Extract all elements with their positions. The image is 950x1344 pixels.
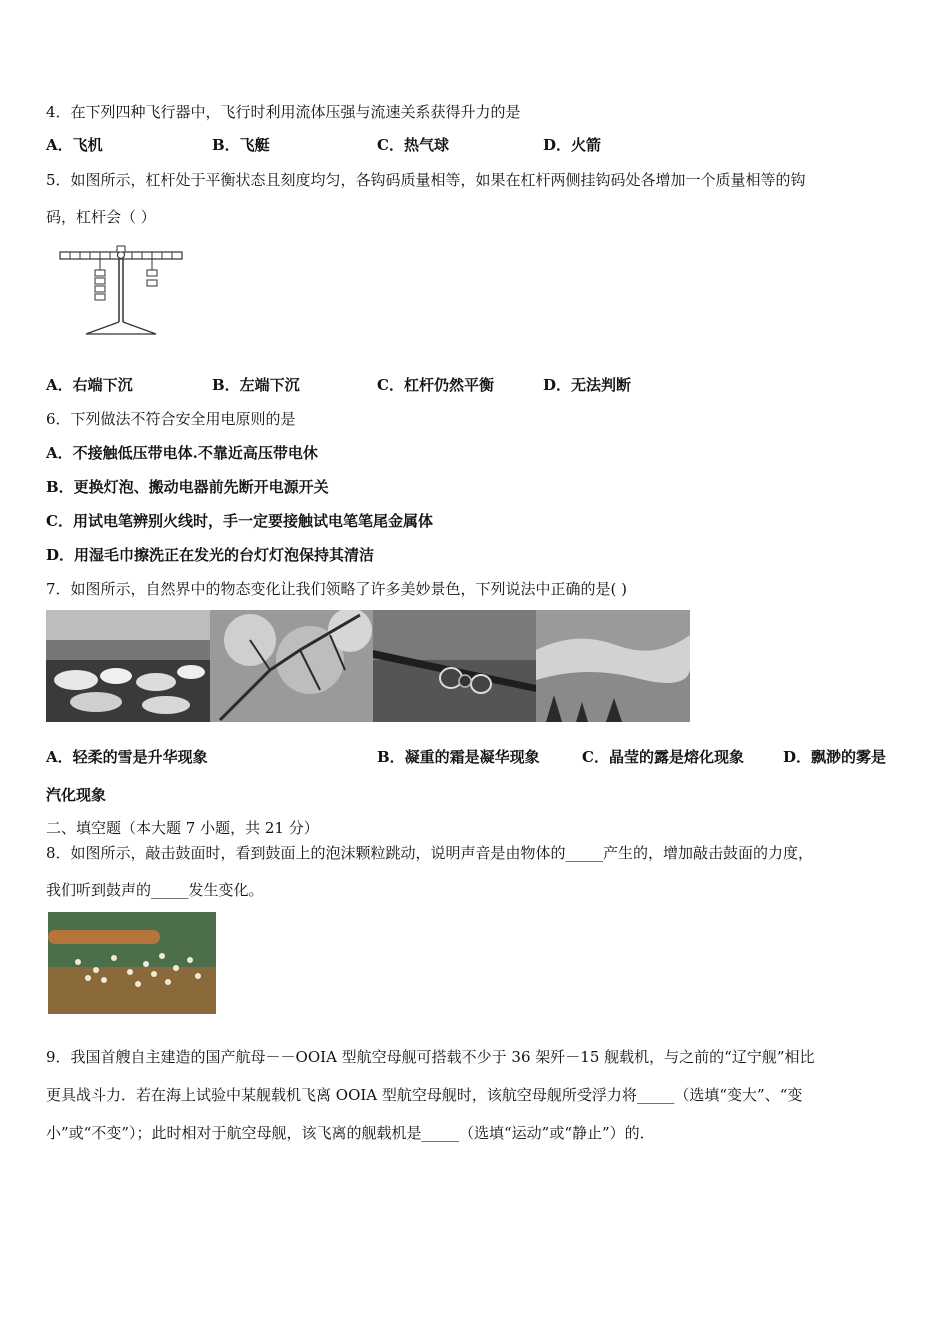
q5-option-c: C．杠杆仍然平衡 <box>377 376 494 394</box>
fog-photo <box>536 610 690 722</box>
q6-option-a: A．不接触低压带电体.不靠近高压带电休 <box>46 444 318 462</box>
dew-photo <box>373 610 536 722</box>
q6-stem: 6．下列做法不符合安全用电原则的是 <box>46 410 296 428</box>
q7-option-c: C．晶莹的露是熔化现象 <box>582 748 744 766</box>
q6-option-c: C．用试电笔辨别火线时，手一定要接触试电笔笔尾金属体 <box>46 512 433 530</box>
q5-stem-line2: 码，杠杆会（ ） <box>46 208 156 226</box>
q9-line3: 小”或“不变”）；此时相对于航空母舰，该飞离的舰载机是_____（选填“运动”或“静止”）的． <box>46 1124 655 1142</box>
q5-option-b: B．左端下沉 <box>212 376 300 394</box>
q6-option-b: B．更换灯泡、搬动电器前先断开电源开关 <box>46 478 329 496</box>
q6-option-d: D．用湿毛巾擦洗正在发光的台灯灯泡保持其清洁 <box>46 546 375 564</box>
q5-option-d: D．无法判断 <box>543 376 632 394</box>
q4-stem: 4．在下列四种飞行器中，飞行时利用流体压强与流速关系获得升力的是 <box>46 103 521 121</box>
q4-option-c: C．热气球 <box>377 136 449 154</box>
section-heading: 二、填空题（本大题 7 小题，共 21 分） <box>46 819 319 837</box>
q7-option-b: B．凝重的霜是凝华现象 <box>377 748 540 766</box>
q4-option-d: D．火箭 <box>543 136 602 154</box>
q9-line2: 更具战斗力．若在海上试验中某舰载机飞离 OOIA 型航空母舰时，该航空母舰所受浮力将_____（选填“变大”、“变 <box>46 1086 803 1104</box>
q8-line1: 8．如图所示，敲击鼓面时，看到鼓面上的泡沫颗粒跳动，说明声音是由物体的_____产生的，增加敲击鼓面的力度， <box>46 844 814 862</box>
drum-photo <box>48 912 216 1014</box>
lever-figure <box>56 244 186 336</box>
q8-line2: 我们听到鼓声的_____发生变化。 <box>46 881 264 899</box>
q4-option-b: B．飞艇 <box>212 136 270 154</box>
q7-option-a: A．轻柔的雪是升华现象 <box>46 748 208 766</box>
q4-option-a: A．飞机 <box>46 136 103 154</box>
snow-photo <box>46 610 210 722</box>
q9-line1: 9．我国首艘自主建造的国产航母－－OOIA 型航空母舰可搭载不少于 36 架歼－15 舰载机，与之前的“辽宁舰”相比 <box>46 1048 815 1066</box>
q5-stem-line1: 5．如图所示，杠杆处于平衡状态且刻度均匀，各钩码质量相等，如果在杠杆两侧挂钩码处各增加一个质量相等的钩 <box>46 171 806 189</box>
frost-photo <box>210 610 373 722</box>
q5-option-a: A．右端下沉 <box>46 376 133 394</box>
q7-stem: 7．如图所示，自然界中的物态变化让我们领略了许多美妙景色，下列说法中正确的是( ) <box>46 580 628 598</box>
q7-option-d-cont: 汽化现象 <box>46 786 107 804</box>
q7-option-d: D．飘渺的雾是 <box>783 748 887 766</box>
